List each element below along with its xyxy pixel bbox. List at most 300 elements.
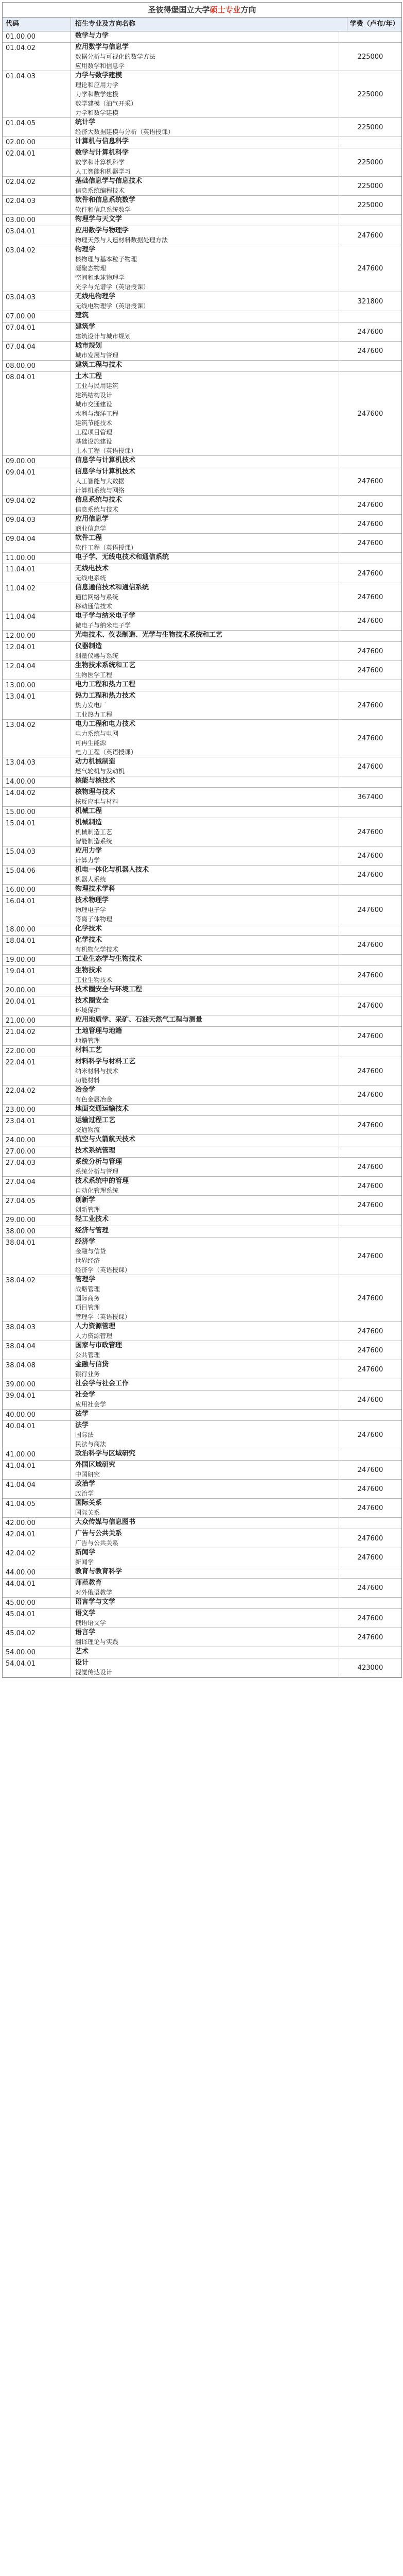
program-list <box>71 1529 339 1548</box>
program-code: 18.00.00 <box>3 924 71 935</box>
tuition-fee: 247600 <box>357 1091 383 1099</box>
tuition-fee <box>339 1410 401 1420</box>
program-code: 09.04.01 <box>3 467 71 495</box>
program-direction: 系统分析与管理 <box>75 1168 119 1175</box>
table-row <box>3 196 401 215</box>
program-heading: 运输过程工艺 <box>75 1116 116 1124</box>
program-direction: 项目管理 <box>75 1304 100 1311</box>
tuition-fee: 247600 <box>357 1431 383 1439</box>
program-direction: 电力工程（英语授课） <box>75 749 137 756</box>
table-row <box>3 118 401 137</box>
program-heading: 电子学与纳米电子学 <box>75 612 136 620</box>
program-list <box>71 1391 339 1409</box>
program-heading: 无线电物理学 <box>75 293 116 300</box>
tuition-fee: 247600 <box>357 593 383 601</box>
tuition-fee: 247600 <box>357 1584 383 1592</box>
program-direction: 无线电系统 <box>75 574 107 582</box>
program-code: 22.04.02 <box>3 1086 71 1104</box>
program-heading: 经济学 <box>75 1238 96 1246</box>
table-row <box>3 137 401 148</box>
program-code: 21.00.00 <box>3 1015 71 1026</box>
tuition-fee: 247600 <box>357 569 383 578</box>
tuition-fee: 247600 <box>357 1032 383 1040</box>
program-list <box>71 776 339 787</box>
tuition-fee: 247600 <box>357 852 383 860</box>
program-heading: 物理学 <box>75 246 96 253</box>
table-row <box>3 1057 401 1086</box>
tuition-fee: 247600 <box>357 871 383 879</box>
program-heading: 物理学与天文学 <box>75 215 122 223</box>
program-direction: 建筑结构设计 <box>75 392 113 399</box>
program-code: 09.04.02 <box>3 496 71 514</box>
program-list <box>71 1360 339 1379</box>
program-code: 02.04.03 <box>3 196 71 214</box>
program-list <box>71 631 339 641</box>
program-code: 16.00.00 <box>3 885 71 895</box>
program-heading: 电子学、无线电技术和通信系统 <box>75 553 169 561</box>
tuition-fee <box>339 1046 401 1057</box>
program-code: 16.04.01 <box>3 896 71 924</box>
tuition-fee <box>339 631 401 641</box>
program-list <box>71 1461 339 1479</box>
program-code: 11.00.00 <box>3 553 71 564</box>
tuition-fee <box>339 1449 401 1460</box>
program-direction: 基础设施建设 <box>75 438 113 445</box>
program-code: 03.04.02 <box>3 245 71 292</box>
tuition-fee: 247600 <box>357 1633 383 1641</box>
tuition-fee: 247600 <box>357 1327 383 1335</box>
program-list <box>71 896 339 924</box>
program-direction: 视觉传达设计 <box>75 1669 113 1676</box>
program-direction: 数学和计算机科学 <box>75 159 125 166</box>
program-code: 12.04.04 <box>3 661 71 680</box>
program-list <box>71 372 339 455</box>
tuition-fee: 247600 <box>357 1346 383 1354</box>
program-list <box>71 515 339 533</box>
tuition-fee: 247600 <box>357 264 383 273</box>
program-list <box>71 1598 339 1608</box>
program-heading: 航空与火箭航天技术 <box>75 1136 136 1143</box>
program-heading: 力学与数学建模 <box>75 72 122 79</box>
header-code: 代码 <box>3 18 71 31</box>
tuition-fee: 225000 <box>357 201 383 209</box>
program-code: 15.04.03 <box>3 846 71 865</box>
program-list <box>71 1499 339 1517</box>
table-row <box>3 226 401 245</box>
program-heading: 建筑工程与技术 <box>75 361 122 369</box>
table-row <box>3 955 401 966</box>
program-heading: 电力工程和热力工程 <box>75 681 136 688</box>
program-list <box>71 612 339 630</box>
program-code: 08.00.00 <box>3 361 71 371</box>
program-heading: 师范教育 <box>75 1579 102 1587</box>
program-list <box>71 720 339 757</box>
table-row <box>3 776 401 788</box>
tuition-fee <box>339 311 401 322</box>
program-list <box>71 1379 339 1390</box>
program-list <box>71 1215 339 1226</box>
program-code: 27.04.04 <box>3 1177 71 1195</box>
program-direction: 有机物化学技术 <box>75 946 119 953</box>
program-heading: 信息学与计算机技术 <box>75 456 136 464</box>
program-heading: 管理学 <box>75 1276 96 1283</box>
program-heading: 化学技术 <box>75 936 102 944</box>
tuition-fee <box>339 1518 401 1529</box>
tuition-fee: 367400 <box>357 793 383 801</box>
program-code: 08.04.01 <box>3 372 71 455</box>
program-direction: 金融与信贷 <box>75 1248 107 1255</box>
program-code: 40.04.01 <box>3 1421 71 1449</box>
tuition-fee: 247600 <box>357 1504 383 1512</box>
table-row <box>3 985 401 996</box>
tuition-fee: 247600 <box>357 1466 383 1474</box>
table-row <box>3 1275 401 1322</box>
table-row <box>3 966 401 985</box>
program-direction: 力学和数学建模 <box>75 91 119 98</box>
program-heading: 无线电技术 <box>75 565 109 572</box>
program-list <box>71 1322 339 1341</box>
program-list <box>71 1628 339 1647</box>
tuition-fee: 247600 <box>357 1365 383 1374</box>
program-heading: 国际关系 <box>75 1499 102 1507</box>
title-university: 圣彼得堡国立大学 <box>148 5 210 14</box>
program-list <box>71 1410 339 1420</box>
program-heading: 应用力学 <box>75 847 102 855</box>
table-row <box>3 691 401 720</box>
program-direction: 理论和应用力学 <box>75 81 119 89</box>
program-code: 38.04.02 <box>3 1275 71 1321</box>
tuition-fee <box>339 1105 401 1115</box>
table-row <box>3 1567 401 1579</box>
table-row <box>3 1135 401 1146</box>
program-code: 27.04.03 <box>3 1158 71 1176</box>
program-direction: 物理电子学 <box>75 906 107 913</box>
program-direction: 人工智能与大数据 <box>75 478 125 485</box>
tuition-fee: 247600 <box>357 1534 383 1543</box>
program-heading: 外国区域研究 <box>75 1461 116 1469</box>
program-list <box>71 680 339 691</box>
table-row <box>3 720 401 757</box>
table-row <box>3 936 401 955</box>
program-direction: 微电子与纳米电子学 <box>75 622 131 629</box>
program-heading: 艺术 <box>75 1648 89 1655</box>
tuition-fee: 247600 <box>357 1182 383 1190</box>
program-list <box>71 818 339 846</box>
table-row <box>3 534 401 553</box>
program-direction: 翻译理论与实践 <box>75 1638 119 1646</box>
program-heading: 信息通信技术和通信系统 <box>75 584 149 591</box>
table-row <box>3 292 401 311</box>
program-list <box>71 885 339 895</box>
program-list <box>71 1158 339 1176</box>
program-list <box>71 985 339 996</box>
program-list <box>71 788 339 806</box>
tuition-fee: 247600 <box>357 762 383 771</box>
program-direction: 等离子体物理 <box>75 916 113 923</box>
program-code: 12.00.00 <box>3 631 71 641</box>
program-code: 23.04.01 <box>3 1116 71 1134</box>
program-heading: 数学与计算机科学 <box>75 149 129 157</box>
table-row <box>3 361 401 372</box>
tuition-fee <box>339 553 401 564</box>
table-row <box>3 788 401 807</box>
program-list <box>71 496 339 514</box>
program-direction: 有色金属冶金 <box>75 1096 113 1103</box>
program-list <box>71 1341 339 1360</box>
program-list <box>71 1421 339 1449</box>
tuition-fee: 247600 <box>357 410 383 418</box>
program-list <box>71 1196 339 1214</box>
program-heading: 法学 <box>75 1421 89 1429</box>
program-heading: 工业生态学与生物技术 <box>75 955 143 963</box>
program-code: 14.04.02 <box>3 788 71 806</box>
program-heading: 仪器制造 <box>75 642 102 650</box>
program-code: 02.04.01 <box>3 148 71 176</box>
program-list <box>71 1567 339 1578</box>
program-heading: 技术物理学 <box>75 896 109 904</box>
program-list <box>71 342 339 360</box>
tuition-fee: 247600 <box>357 1002 383 1010</box>
program-list <box>71 534 339 552</box>
tuition-fee: 225000 <box>357 158 383 166</box>
program-direction: 人力资源管理 <box>75 1332 113 1340</box>
program-code: 13.00.00 <box>3 680 71 691</box>
program-code: 09.00.00 <box>3 456 71 467</box>
program-direction: 建筑设计与城市规划 <box>75 333 131 340</box>
program-code: 44.04.01 <box>3 1579 71 1597</box>
program-heading: 技术系统中的管理 <box>75 1177 129 1185</box>
program-direction: 应用数学和信息学 <box>75 62 125 70</box>
program-heading: 信息系统与技术 <box>75 496 122 504</box>
table-row <box>3 1647 401 1658</box>
program-heading: 土木工程 <box>75 372 102 380</box>
program-list <box>71 1135 339 1146</box>
tuition-fee: 247600 <box>357 539 383 547</box>
program-list <box>71 1518 339 1529</box>
program-list <box>71 966 339 985</box>
program-heading: 物理技术学科 <box>75 885 116 893</box>
program-code: 15.00.00 <box>3 807 71 818</box>
tuition-fee <box>339 1215 401 1226</box>
table-row <box>3 1322 401 1341</box>
tuition-fee: 247600 <box>357 520 383 528</box>
program-heading: 信息学与计算机技术 <box>75 468 136 476</box>
program-code: 41.04.04 <box>3 1480 71 1498</box>
program-direction: 地籍管理 <box>75 1037 100 1044</box>
table-row <box>3 1391 401 1410</box>
program-code: 38.04.08 <box>3 1360 71 1379</box>
header-program: 招生专业及方向名称 <box>71 18 347 31</box>
table-row <box>3 896 401 924</box>
program-code: 07.04.04 <box>3 342 71 360</box>
tuition-fee <box>339 1647 401 1658</box>
tuition-fee: 247600 <box>357 941 383 949</box>
program-direction: 电力系统与电网 <box>75 730 119 737</box>
table-row <box>3 1086 401 1105</box>
table-row <box>3 1449 401 1461</box>
program-code: 19.04.01 <box>3 966 71 985</box>
program-list <box>71 661 339 680</box>
program-heading: 系统分析与管理 <box>75 1158 122 1166</box>
program-direction: 政治学 <box>75 1490 94 1497</box>
table-row <box>3 1518 401 1529</box>
program-direction: 机器人系统 <box>75 876 107 883</box>
table-row <box>3 467 401 496</box>
program-heading: 土地管理与地籍 <box>75 1027 122 1035</box>
tuition-fee <box>339 456 401 467</box>
program-list <box>71 642 339 660</box>
table-row <box>3 757 401 776</box>
program-heading: 教育与教育科学 <box>75 1568 122 1575</box>
program-heading: 政治科学与区域研究 <box>75 1450 136 1458</box>
program-heading: 城市规划 <box>75 342 102 350</box>
tuition-fee <box>339 807 401 818</box>
program-list <box>71 1647 339 1658</box>
program-direction: 世界经济 <box>75 1257 100 1264</box>
program-direction: 工程项目管理 <box>75 429 113 436</box>
program-direction: 国际法 <box>75 1431 94 1438</box>
program-list <box>71 955 339 965</box>
tuition-fee <box>339 31 401 42</box>
program-code: 41.04.01 <box>3 1461 71 1479</box>
table-row <box>3 1226 401 1238</box>
tuition-fee <box>339 985 401 996</box>
program-direction: 人工智能和机器学习 <box>75 168 131 175</box>
program-code: 38.00.00 <box>3 1226 71 1237</box>
program-code: 13.04.01 <box>3 691 71 719</box>
tuition-fee: 247600 <box>357 971 383 979</box>
program-code: 13.04.02 <box>3 720 71 757</box>
program-list <box>71 118 339 137</box>
program-heading: 设计 <box>75 1659 89 1667</box>
program-code: 45.04.01 <box>3 1609 71 1628</box>
program-heading: 人力资源管理 <box>75 1323 116 1330</box>
program-code: 54.00.00 <box>3 1647 71 1658</box>
program-direction: 工业与民用建筑 <box>75 382 119 389</box>
program-code: 20.00.00 <box>3 985 71 996</box>
program-heading: 生物技术系统和工艺 <box>75 662 136 669</box>
program-code: 40.00.00 <box>3 1410 71 1420</box>
tuition-fee: 247600 <box>357 1252 383 1260</box>
program-code: 22.00.00 <box>3 1046 71 1057</box>
program-direction: 可再生能源 <box>75 739 107 747</box>
program-list <box>71 292 339 311</box>
program-heading: 软件和信息系统数学 <box>75 196 136 204</box>
program-code: 45.04.02 <box>3 1628 71 1647</box>
tuition-fee <box>339 137 401 148</box>
program-heading: 大众传媒与信息图书 <box>75 1518 136 1526</box>
program-direction: 环境保护 <box>75 1007 100 1014</box>
table-row <box>3 1499 401 1518</box>
program-list <box>71 196 339 214</box>
program-list <box>71 1116 339 1134</box>
table-row <box>3 71 401 118</box>
program-list <box>71 1057 339 1085</box>
program-heading: 化学技术 <box>75 925 102 933</box>
table-header <box>3 18 401 31</box>
program-code: 21.04.02 <box>3 1027 71 1045</box>
tuition-fee <box>339 361 401 371</box>
program-direction: 通信网络与系统 <box>75 594 119 601</box>
tuition-fee <box>339 1379 401 1390</box>
program-heading: 应用信息学 <box>75 515 109 523</box>
tuition-fee: 247600 <box>357 906 383 914</box>
program-heading: 新闻学 <box>75 1549 96 1556</box>
table-row <box>3 1146 401 1158</box>
program-list <box>71 31 339 42</box>
program-direction: 俄语语文学 <box>75 1619 107 1626</box>
tuition-fee: 247600 <box>357 328 383 336</box>
table-row <box>3 496 401 515</box>
program-code: 11.04.02 <box>3 583 71 611</box>
program-direction: 水利与海洋工程 <box>75 410 119 417</box>
program-heading: 统计学 <box>75 118 96 126</box>
table-row <box>3 1215 401 1226</box>
table-row <box>3 1046 401 1057</box>
program-code: 11.04.01 <box>3 564 71 583</box>
program-heading: 语言学 <box>75 1629 96 1636</box>
tuition-fee: 247600 <box>357 828 383 836</box>
tuition-fee <box>339 1135 401 1146</box>
program-code: 11.04.04 <box>3 612 71 630</box>
program-direction: 中国研究 <box>75 1471 100 1478</box>
program-direction: 国际商务 <box>75 1295 100 1302</box>
program-direction: 纳米材料与技术 <box>75 1067 119 1075</box>
program-list <box>71 924 339 935</box>
tuition-fee: 247600 <box>357 1163 383 1171</box>
table-row <box>3 215 401 226</box>
table-row <box>3 583 401 612</box>
program-heading: 机械制造 <box>75 819 102 826</box>
tuition-fee <box>339 1567 401 1578</box>
program-list <box>71 1046 339 1057</box>
table-row <box>3 1027 401 1046</box>
table-row <box>3 1360 401 1379</box>
program-code: 13.04.03 <box>3 757 71 776</box>
program-list <box>71 1015 339 1026</box>
table-row <box>3 866 401 885</box>
table-row <box>3 661 401 680</box>
program-direction: 物理天然与人造材料数据处理方法 <box>75 236 168 244</box>
table-row <box>3 680 401 691</box>
program-direction: 应用社会学 <box>75 1401 107 1408</box>
page-title <box>3 3 401 18</box>
program-code: 09.04.04 <box>3 534 71 552</box>
program-heading: 核物理与技术 <box>75 788 116 796</box>
program-direction: 交通物流 <box>75 1126 100 1133</box>
program-direction: 功能材料 <box>75 1077 100 1084</box>
title-highlight: 硕士专业 <box>209 5 241 14</box>
program-code: 20.04.01 <box>3 996 71 1015</box>
program-code: 27.00.00 <box>3 1146 71 1157</box>
program-direction: 生物医学工程 <box>75 671 113 679</box>
table-row <box>3 456 401 467</box>
program-heading: 广告与公共关系 <box>75 1530 122 1537</box>
table-row <box>3 924 401 936</box>
program-code: 07.00.00 <box>3 311 71 322</box>
tuition-fee: 247600 <box>357 231 383 240</box>
tuition-fee: 247600 <box>357 1294 383 1302</box>
program-code: 03.04.01 <box>3 226 71 245</box>
program-list <box>71 1238 339 1275</box>
tuition-fee: 225000 <box>357 123 383 131</box>
program-heading: 热力工程和热力技术 <box>75 692 136 700</box>
program-table <box>2 2 402 1678</box>
program-code: 09.04.03 <box>3 515 71 533</box>
table-row <box>3 1480 401 1499</box>
table-row <box>3 631 401 642</box>
program-direction: 创新管理 <box>75 1206 100 1213</box>
